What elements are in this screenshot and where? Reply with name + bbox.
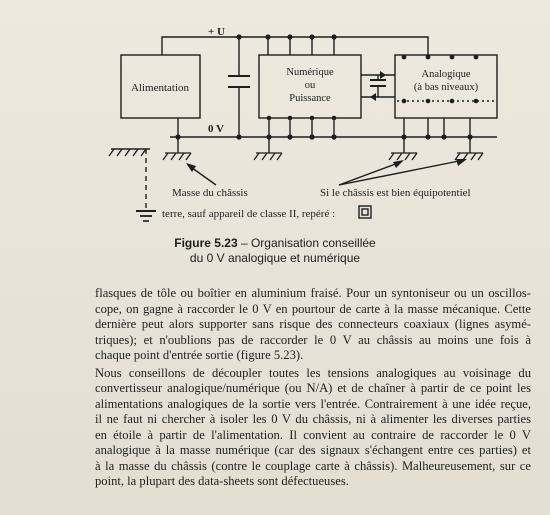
caption-title: – Organisation conseillée bbox=[237, 236, 376, 250]
plus-u-label: + U bbox=[208, 26, 225, 38]
text-line: chaque point d'entrée sortie (figure 5.23). bbox=[95, 348, 304, 362]
caption-line-2: du 0 V analogique et numérique bbox=[189, 251, 361, 265]
alimentation-label: Alimentation bbox=[130, 82, 190, 94]
text-line: cope, on gagne à raccorder le 0 V en pourtour de carte à la masse mécanique. Cette bbox=[95, 301, 531, 316]
text-line: point, la plupart des data-sheets sont défectueuses. bbox=[95, 474, 349, 488]
analogique-label-1: Analogique bbox=[421, 69, 471, 80]
numerique-label-3: Puissance bbox=[289, 93, 331, 104]
text-line: dernière peut alors supporter sans risque des connecteurs coaxiaux (lignes asymé- bbox=[95, 317, 531, 331]
text-line: à la masse du châssis (contre le couplage carte à châssis). Malheureusement, sur ce bbox=[95, 458, 531, 473]
figure-caption bbox=[0, 236, 550, 266]
analogique-label-2: (à bas niveaux) bbox=[413, 82, 479, 93]
text-line: alimentations analogiques de la sortie vers l'entrée. Contrairement à une idée reçue, bbox=[95, 396, 531, 411]
numerique-label-2: ou bbox=[304, 80, 316, 91]
numerique-label-1: Numérique bbox=[286, 67, 334, 78]
text-line: convertisseur analogique/numérique (ou N/A) et de chaîner à partir de ce point les bbox=[95, 381, 531, 395]
masse-label: Masse du châssis bbox=[172, 187, 248, 199]
text-line: Nous conseillons de découpler toutes les tensions analogiques au voisinage du bbox=[95, 365, 531, 380]
caption-number: Figure 5.23 bbox=[174, 236, 238, 250]
paragraph-1 bbox=[95, 286, 531, 364]
text-line: en étoile à partir de l'alimentation. Il convient au contraire de raccorder le 0 V bbox=[95, 427, 531, 442]
text-line: flasques de tôle ou boîtier en aluminium fraisé. Pour un syntoniseur ou un oscillos- bbox=[95, 286, 531, 300]
zero-v-label: 0 V bbox=[208, 123, 224, 135]
text-line: triques); et n'oublions pas de raccorder le 0 V au châssis au moins une fois à bbox=[95, 332, 531, 347]
terre-label: terre, sauf appareil de classe II, repéré : bbox=[162, 208, 336, 220]
equipotentiel-label: Si le châssis est bien équipotentiel bbox=[320, 187, 471, 199]
text-line: il ne faut ni chercher à isoler les 0 V du châssis, ni à alimenter les diverses parties bbox=[95, 412, 531, 426]
body-text bbox=[95, 286, 531, 490]
paragraph-2 bbox=[95, 366, 531, 490]
text-line: analogique à la masse numérique (car des signaux s'échangent entre ces parties) et bbox=[95, 443, 531, 457]
